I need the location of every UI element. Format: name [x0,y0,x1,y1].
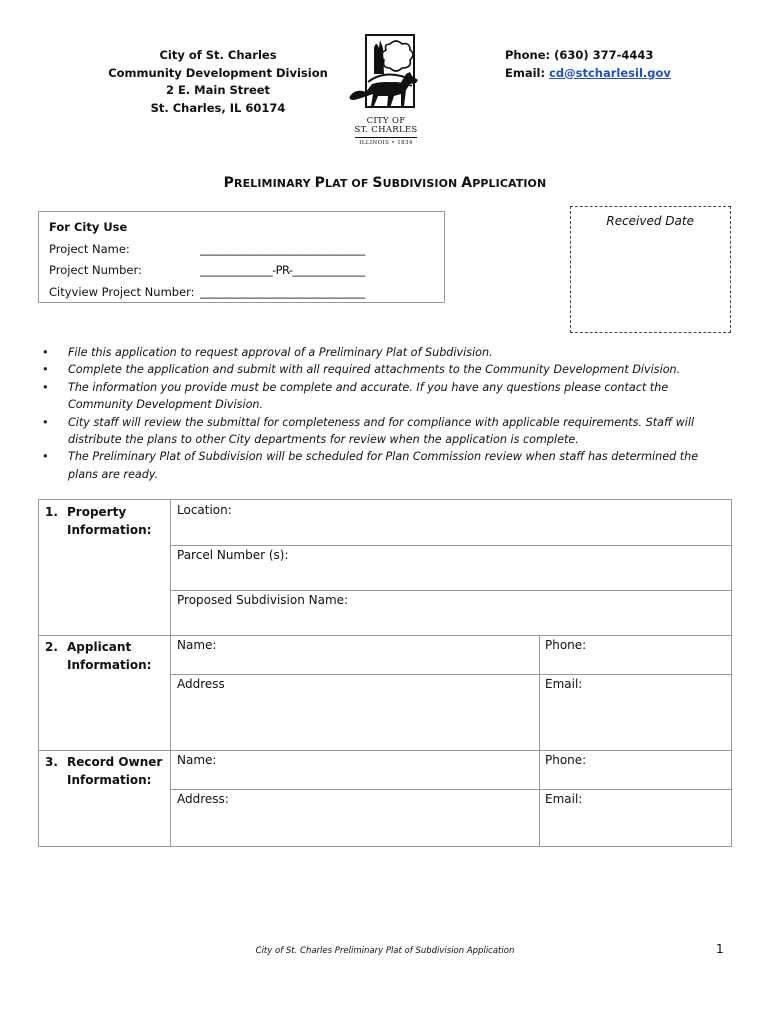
fox-seal-icon [346,34,426,116]
address-line: City of St. Charles [159,48,277,62]
instruction-item: • City staff will review the submittal for completeness and for compliance with applicable requirements. Staff will distribute the plans to other City departments for review when the application is complete. [38,414,718,449]
applicant-phone-field[interactable]: Phone: [545,638,587,652]
received-date-label: Received Date [606,214,694,228]
owner-name-field[interactable]: Name: [177,753,217,767]
section-divider [39,635,731,636]
address-line: Community Development Division [108,65,328,80]
applicant-name-field[interactable]: Name: [177,638,217,652]
instruction-item: • File this application to request approval of a Preliminary Plat of Subdivision. [38,344,718,361]
applicant-address-field[interactable]: Address [177,677,225,691]
row-divider [170,590,731,591]
logo-divider [355,137,417,138]
instructions-list [38,344,718,483]
page-number: 1 [716,942,724,956]
parcel-number-field[interactable]: Parcel Number (s): [177,548,289,562]
project-number-blank[interactable]: ______________-PR-______________ [200,263,365,277]
logo-wordmark [346,117,426,148]
received-date-box [570,206,731,333]
address-line: St. Charles, IL 60174 [150,100,286,115]
city-use-heading: For City Use [49,220,128,234]
column-divider [539,750,540,846]
owner-phone-field[interactable]: Phone: [545,753,587,767]
column-divider [539,635,540,750]
section-divider [39,750,731,751]
cityview-number-label: Cityview Project Number: [49,285,195,299]
owner-address-field[interactable]: Address: [177,792,229,806]
applicant-email-field[interactable]: Email: [545,677,583,691]
application-form-table: 1. Property Information: Location: Parcel Number (s): Proposed Subdivision Name: 2. Applicant Information: Name: Phone: Address Email: 3. Record Owner Information: Name: Phone: Address: Email: [38,499,732,847]
cityview-number-blank[interactable]: ________________________________ [200,285,365,299]
row-divider [170,674,731,675]
instruction-item: • The information you provide must be complete and accurate. If you have any questions please contact the Community Development Division. [38,379,718,414]
document-title: PRELIMINARY PLAT OF SUBDIVISION APPLICATION [223,175,547,191]
city-address-block [108,47,328,117]
city-use-box [38,211,445,303]
subdivision-name-field[interactable]: Proposed Subdivision Name: [177,593,349,607]
address-line: 2 E. Main Street [165,83,271,97]
row-divider [170,789,731,790]
project-number-label: Project Number: [49,263,142,277]
page-footer: City of St. Charles Preliminary Plat of Subdivision Application [255,946,515,956]
logo-line: ST. CHARLES [354,125,418,135]
email-row [505,65,705,83]
phone-text: Phone: (630) 377-4443 [505,48,654,62]
instruction-item: • The Preliminary Plat of Subdivision will be scheduled for Plan Commission review when staff has determined the plans are ready. [38,448,718,483]
row-divider [170,545,731,546]
location-field[interactable]: Location: [177,503,232,517]
column-divider [170,500,171,846]
logo-line: CITY OF [366,116,406,126]
contact-block [505,47,705,82]
logo-line: ILLINOIS • 1834 [359,140,413,146]
email-link[interactable]: cd@stcharlesil.gov [549,65,671,80]
project-name-label: Project Name: [49,242,130,256]
owner-email-field[interactable]: Email: [545,792,583,806]
email-label: Email: [505,65,550,80]
instruction-item: • Complete the application and submit with all required attachments to the Community Development Division. [38,361,718,378]
project-name-blank[interactable]: ________________________________ [200,242,365,256]
